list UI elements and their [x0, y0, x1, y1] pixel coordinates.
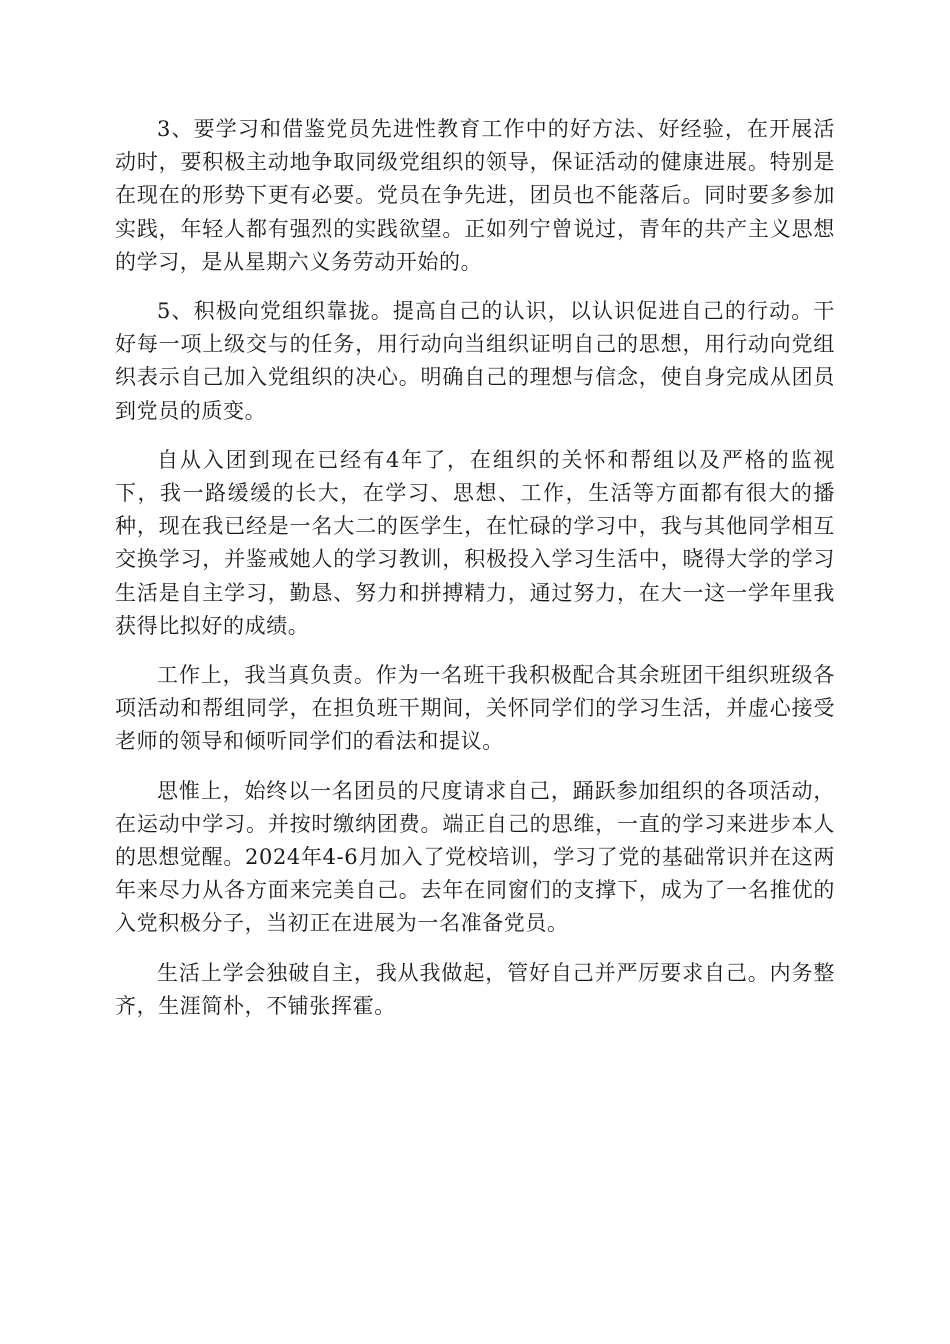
paragraph-thought: 思惟上，始终以一名团员的尺度请求自己，踊跃参加组织的各项活动，在运动中学习。并按时缴纳团费。端正自己的思维，一直的学习来进步本人的思想觉醒。2024年4-6月加入了党校培训，学习了党的基础常识并在这两年来尽力从各方面来完美自己。去年在同窗们的支撑下，成为了一名推优的入党积极分子，当初正在进展为一名准备党员。 [115, 778, 835, 936]
paragraph-3: 3、要学习和借鉴党员先进性教育工作中的好方法、好经验，在开展活动时，要积极主动地争取同级党组织的领导，保证活动的健康进展。特别是在现在的形势下更有必要。党员在争先进，团员也不能落后。同时要多参加实践，年轻人都有强烈的实践欲望。正如列宁曾说过，青年的共产主义思想的学习，是从星期六义务劳动开始的。 [115, 117, 835, 274]
paragraph-work: 工作上，我当真负责。作为一名班干我积极配合其余班团干组织班级各项活动和帮组同学，在担负班干期间，关怀同学们的学习生活，并虚心接受老师的领导和倾听同学们的看法和提议。 [115, 663, 835, 754]
paragraph-league-experience: 自从入团到现在已经有4年了，在组织的关怀和帮组以及严格的监视下，我一路缓缓的长大，在学习、思想、工作，生活等方面都有很大的播种，现在我已经是一名大二的医学生，在忙碌的学习中，我与其他同学相互交换学习，并鉴戒她人的学习教训，积极投入学习生活中，晓得大学的学习生活是自主学习，勤恳、努力和拼搏精力，通过努力，在大一这一学年里我获得比拟好的成绩。 [115, 447, 835, 638]
paragraph-5: 5、积极向党组织靠拢。提高自己的认识，以认识促进自己的行动。干好每一项上级交与的任务，用行动向当组织证明自己的思想，用行动向党组织表示自己加入党组织的决心。明确自己的理想与信念，使自身完成从团员到党员的质变。 [115, 299, 835, 423]
paragraph-life: 生活上学会独破自主，我从我做起，管好自己并严厉要求自己。内务整齐，生涯简朴，不铺张挥霍。 [115, 960, 835, 1018]
